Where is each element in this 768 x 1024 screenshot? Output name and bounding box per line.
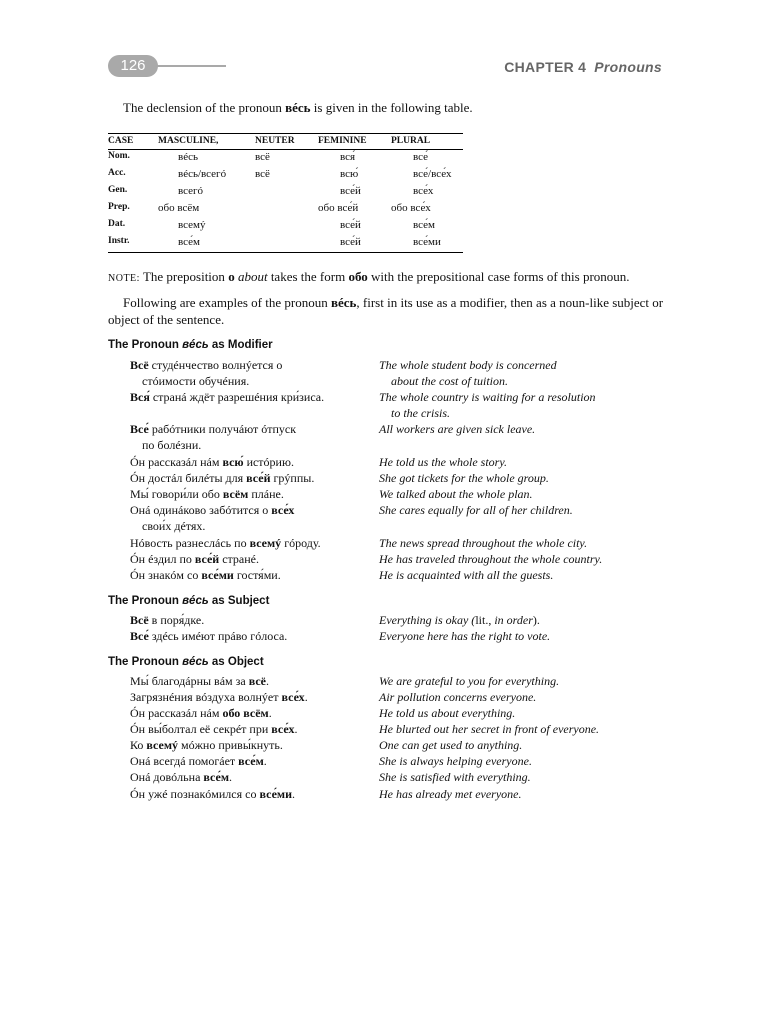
ru-bold: все́м	[203, 770, 230, 784]
running-head	[504, 59, 662, 75]
table-cell: обо все́х	[391, 202, 431, 214]
table-cell: все́й	[340, 219, 361, 231]
example-ru	[130, 721, 370, 737]
table-cell: всемý	[178, 219, 206, 231]
heading-text: as Object	[208, 656, 264, 668]
table-cell: всегó	[178, 185, 204, 197]
case-cell: Gen.	[108, 185, 128, 195]
ru-text: Óн рассказáл нáм	[130, 706, 223, 720]
example-ru	[130, 673, 370, 689]
ru-text: .	[294, 722, 298, 736]
example-ru	[130, 535, 370, 551]
note-text: takes the form	[267, 269, 349, 284]
intro-text-end: is given in the following table.	[310, 100, 473, 115]
example-en: She got tickets for the whole group.	[379, 471, 549, 485]
example-en: He told us the whole story.	[379, 455, 507, 469]
ru-bold: все́х	[271, 503, 295, 517]
ru-bold: все́й	[246, 471, 271, 485]
ru-bold: Всё	[130, 358, 149, 372]
ru-bold: все́х	[271, 722, 295, 736]
table-cell: все́й	[340, 185, 361, 197]
ru-bold: Вся́	[130, 390, 150, 404]
en-roman: ).	[532, 613, 540, 627]
example-en: She cares equally for all of her children.	[379, 503, 573, 517]
ru-continuation: по болéзни.	[142, 438, 202, 452]
heading-text: as Subject	[208, 595, 270, 607]
section-heading-object	[108, 656, 264, 668]
example-en: She is satisfied with everything.	[379, 770, 531, 784]
heading-text: The Pronoun	[108, 339, 183, 351]
ru-text: .	[263, 754, 267, 768]
ru-text: Мы́ благодáрны вáм за	[130, 674, 249, 688]
ru-text: Загрязнéния вóздуха волнýет	[130, 690, 282, 704]
ru-text: .	[268, 706, 272, 720]
example-ru	[130, 502, 370, 534]
header-plural: PLURAL	[391, 134, 463, 150]
ru-bold: все́м	[238, 754, 264, 768]
example-ru	[130, 753, 370, 769]
table-row	[108, 184, 463, 201]
page-number: 126	[108, 55, 158, 77]
table-cell: обо все́й	[318, 202, 359, 214]
example-ru	[130, 628, 370, 644]
example-en: He blurted out her secret in front of everyone.	[379, 722, 600, 736]
example-ru	[130, 567, 370, 583]
ru-bold: Все́	[130, 629, 149, 643]
en-text: Everything is okay (	[379, 613, 476, 627]
example-en: She is always helping everyone.	[379, 754, 532, 768]
table-cell: все́ми	[413, 236, 441, 248]
table-row	[108, 218, 463, 235]
example-ru	[130, 689, 370, 705]
ru-text: Óн вы́болтал её секрéт при	[130, 722, 272, 736]
intro-word: вéсь	[285, 100, 311, 115]
example-en: He has traveled throughout the whole country.	[379, 552, 603, 566]
en-text: The whole country is waiting for a resolution	[379, 390, 596, 404]
ru-text: Óн рассказáл нáм	[130, 455, 223, 469]
case-cell: Instr.	[108, 236, 130, 246]
table-cell: обо всём	[158, 202, 200, 214]
ru-text: странá ждёт разрешéния кри́зиса.	[149, 390, 325, 404]
ru-text: гостя́ми.	[233, 568, 281, 582]
example-ru	[130, 786, 370, 802]
declension-table	[108, 133, 463, 253]
heading-text: The Pronoun	[108, 656, 183, 668]
en-continuation: to the crisis.	[391, 406, 450, 420]
note-text: with the prepositional case forms of this pronoun.	[367, 269, 630, 284]
example-ru	[130, 612, 370, 628]
ru-text: грýппы.	[270, 471, 315, 485]
ru-text: .	[291, 787, 295, 801]
ru-bold: всемý	[249, 536, 282, 550]
paragraph-text: Following are examples of the pronoun	[123, 295, 331, 310]
ru-text: истóрию.	[243, 455, 294, 469]
ru-bold: все́ми	[259, 787, 292, 801]
example-ru	[130, 421, 370, 453]
ru-text: мóжно привы́кнуть.	[178, 738, 283, 752]
intro-sentence	[123, 100, 473, 116]
ru-text: Онá одинáково забóтится о	[130, 503, 272, 517]
table-cell: все́	[413, 151, 429, 163]
example-ru	[130, 705, 370, 721]
ru-text: Óн знакóм со	[130, 568, 202, 582]
table-cell: всё	[255, 168, 270, 180]
ru-text: Óн ужé познакóмился со	[130, 787, 260, 801]
example-en	[379, 357, 679, 389]
ru-bold: всемý	[146, 738, 179, 752]
case-cell: Nom.	[108, 151, 130, 161]
ru-bold: Всё	[130, 613, 149, 627]
en-continuation: about the cost of tuition.	[391, 374, 508, 388]
note-bold: о	[228, 269, 235, 284]
heading-word: вéсь	[182, 595, 209, 607]
ru-text: студéнчество волнýется о	[148, 358, 283, 372]
table-row	[108, 167, 463, 184]
table-cell: всю́	[340, 168, 359, 180]
ru-continuation: стóимости обучéния.	[142, 374, 250, 388]
table-row	[108, 150, 463, 168]
example-ru	[130, 551, 370, 567]
table-cell	[255, 201, 318, 218]
en-text: The whole student body is concerned	[379, 358, 557, 372]
ru-text: .	[304, 690, 308, 704]
ru-bold: всю́	[222, 455, 244, 469]
example-en: One can get used to anything.	[379, 738, 523, 752]
body-paragraph	[108, 294, 668, 328]
section-heading-subject	[108, 595, 269, 607]
example-en	[379, 612, 679, 628]
intro-text: The declension of the pronoun	[123, 100, 286, 115]
header-feminine: FEMININE	[318, 134, 391, 150]
ru-bold: всё	[248, 674, 266, 688]
example-en	[379, 389, 679, 421]
ru-bold: все́х	[281, 690, 305, 704]
note-italic: about	[234, 269, 268, 284]
table-cell: все́м	[178, 236, 200, 248]
paragraph-text-end: , first in its use as a modifier, then as a noun-like subject or object of the sentence.	[108, 295, 664, 327]
table-cell	[255, 235, 318, 253]
header-neuter: NEUTER	[255, 134, 318, 150]
table-cell: вéсь	[178, 151, 198, 163]
example-en: We are grateful to you for everything.	[379, 674, 560, 688]
ru-text: Мы́ говори́ли обо	[130, 487, 223, 501]
example-en: We talked about the whole plan.	[379, 487, 533, 501]
ru-text: рабóтники получáют óтпуск	[148, 422, 297, 436]
ru-text: в поря́дке.	[148, 613, 205, 627]
ru-text: плáне.	[248, 487, 284, 501]
example-ru	[130, 454, 370, 470]
heading-word: вéсь	[182, 656, 209, 668]
example-en: Air pollution concerns everyone.	[379, 690, 537, 704]
ru-text: .	[265, 674, 269, 688]
en-text: in order	[491, 613, 533, 627]
heading-word: вéсь	[182, 339, 209, 351]
example-ru	[130, 389, 370, 405]
example-en: The news spread throughout the whole city.	[379, 536, 588, 550]
table-cell: вéсь/всегó	[178, 168, 227, 180]
en-roman: lit.,	[475, 613, 492, 627]
example-ru	[130, 737, 370, 753]
table-cell: все́/все́х	[413, 168, 452, 180]
table-cell: всё	[255, 151, 270, 163]
chapter-title: Pronouns	[594, 59, 662, 75]
table-cell: все́м	[413, 219, 435, 231]
section-heading-modifier	[108, 339, 273, 351]
example-en: Everyone here has the right to vote.	[379, 629, 551, 643]
table-header-row	[108, 134, 463, 150]
note	[108, 269, 630, 285]
ru-bold: все́й	[194, 552, 220, 566]
ru-text: Óн éздил по	[130, 552, 195, 566]
example-en	[379, 421, 679, 437]
ru-text: Онá всегдá помогáет	[130, 754, 239, 768]
paragraph-word: вéсь	[330, 295, 357, 310]
ru-bold: обо всём	[222, 706, 269, 720]
table-cell: все́х	[413, 185, 434, 197]
table-cell: вся́	[340, 151, 356, 163]
ru-text: Онá довóльна	[130, 770, 204, 784]
ru-bold: все́ми	[201, 568, 234, 582]
ru-text: Óн достáл билéты для	[130, 471, 247, 485]
en-text: All workers are given sick leave.	[379, 422, 536, 436]
note-text: The preposition	[139, 269, 229, 284]
header-masculine: MASCULINE,	[158, 134, 255, 150]
example-ru	[130, 486, 370, 502]
note-bold: обо	[348, 269, 368, 284]
ru-text: здéсь имéют прáво гóлоса.	[148, 629, 288, 643]
case-cell: Dat.	[108, 219, 126, 229]
example-en: He told us about everything.	[379, 706, 516, 720]
note-label: NOTE:	[108, 273, 140, 284]
table-row	[108, 201, 463, 218]
ru-text: Ко	[130, 738, 147, 752]
ru-text: гóроду.	[281, 536, 321, 550]
header-case: CASE	[108, 134, 158, 150]
table-cell	[255, 184, 318, 201]
ru-continuation: свои́х дéтях.	[142, 519, 206, 533]
ru-text: Нóвость разнеслáсь по	[130, 536, 250, 550]
example-ru	[130, 470, 370, 486]
case-cell: Prep.	[108, 202, 130, 212]
ru-text: странé.	[219, 552, 260, 566]
table-row	[108, 235, 463, 253]
ru-bold: Все́	[130, 422, 149, 436]
heading-text: as Modifier	[208, 339, 273, 351]
case-cell: Acc.	[108, 168, 126, 178]
example-ru	[130, 357, 370, 389]
chapter-label: CHAPTER 4	[504, 59, 587, 75]
heading-text: The Pronoun	[108, 595, 183, 607]
table-cell	[255, 218, 318, 235]
example-ru	[130, 769, 370, 785]
ru-bold: всём	[222, 487, 249, 501]
header-rule	[150, 65, 226, 67]
table-cell: все́й	[340, 236, 361, 248]
ru-text: .	[229, 770, 233, 784]
example-en: He has already met everyone.	[379, 787, 522, 801]
example-en: He is acquainted with all the guests.	[379, 568, 554, 582]
